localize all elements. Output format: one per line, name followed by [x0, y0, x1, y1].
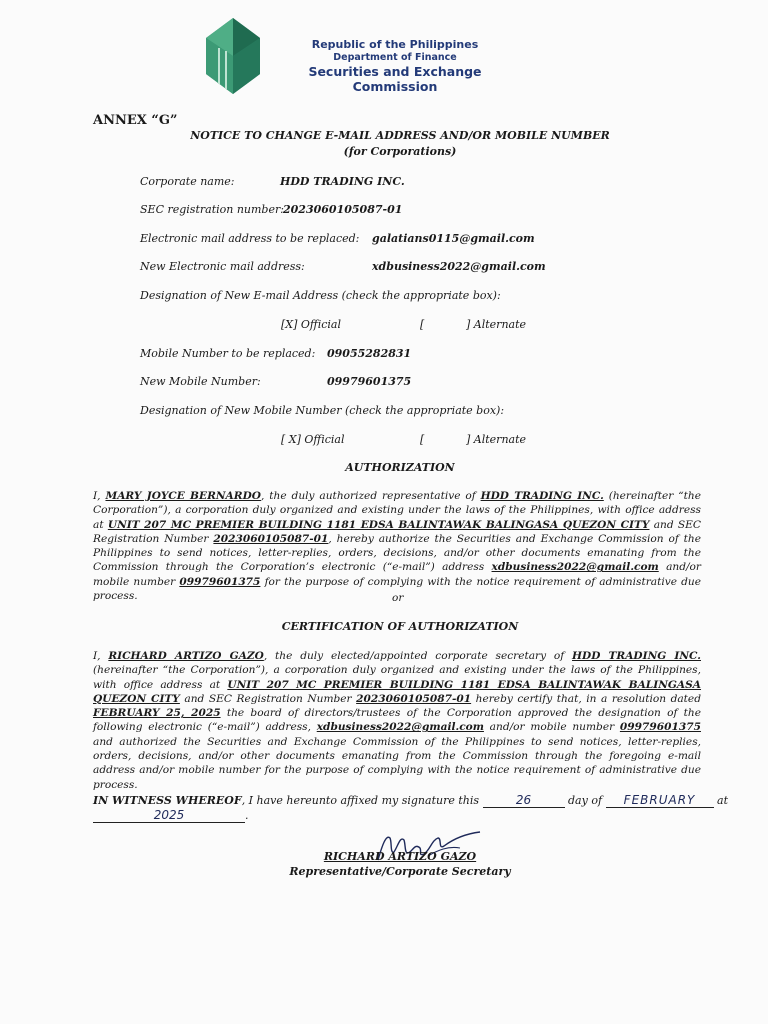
witness-text-1: , I have hereunto affixed my signature this	[241, 794, 480, 807]
auth-email: xdbusiness2022@gmail.com	[491, 561, 659, 574]
witness-end: .	[245, 809, 249, 822]
auth-text-7: for the purpose of complying with the notice requirement of administrative due process.	[93, 575, 701, 603]
old-email-label: Electronic mail address to be replaced:	[140, 232, 360, 245]
cert-text-5: hereby certify that, in a resolution dated	[471, 692, 701, 705]
cert-text-2: , the duly elected/appointed corporate secretary of	[263, 650, 573, 662]
auth-representative-name: MARY JOYCE BERNARDO	[105, 490, 261, 502]
auth-text-1: I,	[93, 490, 106, 502]
auth-text-2: , the duly authorized representative of	[261, 490, 481, 502]
new-email-value: xdbusiness2022@gmail.com	[372, 260, 546, 273]
agency-header	[270, 38, 520, 94]
signatory-role: Representative/Corporate Secretary	[289, 865, 511, 878]
witness-text-3: at	[717, 794, 729, 807]
witness-line	[93, 793, 728, 808]
witness-month-field[interactable]: FEBRUARY	[606, 793, 714, 808]
form-subtitle: (for Corporations)	[343, 145, 457, 158]
cert-corporation-name: HDD TRADING INC.	[572, 650, 701, 662]
new-mobile-value: 09979601375	[327, 375, 412, 388]
sec-reg-value: 2023060105087-01	[283, 203, 403, 216]
witness-day-field[interactable]: 26	[483, 793, 565, 808]
certification-paragraph	[93, 649, 701, 792]
old-mobile-value: 09055282831	[327, 347, 412, 360]
cert-text-7: and/or mobile number	[483, 721, 620, 734]
auth-mobile: 09979601375	[179, 575, 261, 588]
sec-logo-icon	[206, 18, 260, 94]
certification-heading: CERTIFICATION OF AUTHORIZATION	[281, 620, 519, 633]
old-email-value: galatians0115@gmail.com	[372, 232, 535, 245]
cert-text-6: the board of directors/trustees of the Corporation approved the designation of the following electronic (“e-mail”) address,	[93, 707, 701, 734]
email-alternate-checkbox-open[interactable]: [	[420, 318, 425, 331]
email-designation-label: Designation of New E-mail Address (check the appropriate box):	[140, 289, 501, 302]
cert-sec-reg: 2023060105087-01	[356, 692, 472, 705]
mobile-designation-label: Designation of New Mobile Number (check the appropriate box):	[140, 404, 505, 417]
cert-resolution-date: FEBRUARY 25, 2025	[93, 707, 221, 720]
header-line-1: Republic of the Philippines	[311, 38, 479, 51]
witness-year-row	[93, 808, 249, 823]
cert-email: xdbusiness2022@gmail.com	[316, 721, 484, 734]
signatory-name: RICHARD ARTIZO GAZO	[323, 850, 477, 863]
old-mobile-label: Mobile Number to be replaced:	[140, 347, 316, 360]
or-separator: or	[392, 592, 404, 604]
cert-office-address: UNIT 207 MC PREMIER BUILDING 1181 EDSA BALINTAWAK BALINGASA QUEZON CITY	[93, 678, 702, 705]
auth-text-3: (hereinafter “the Corporation”), a corporation duly organized and existing under the laws of the Philippines, with office address at	[93, 490, 701, 531]
cert-text-3: (hereinafter “the Corporation”), a corporation duly organized and existing under the laws of the Philippines, with office address at	[93, 664, 701, 691]
auth-text-5: , hereby authorize the Securities and Exchange Commission of the Philippines to send notices, letter-replies, orders, decisions, and/or other documents emanating from the Commission through the Corporation’s electronic (“e-mail”) address	[93, 532, 701, 574]
auth-office-address: UNIT 207 MC PREMIER BUILDING 1181 EDSA BALINTAWAK BALINGASA QUEZON CITY	[107, 518, 650, 531]
email-alternate-checkbox[interactable]: ] Alternate	[466, 318, 527, 331]
new-mobile-label: New Mobile Number:	[140, 375, 261, 388]
mobile-official-checkbox[interactable]: [ X] Official	[281, 433, 345, 446]
new-email-label: New Electronic mail address:	[140, 260, 305, 273]
header-line-3: Securities and Exchange Commission	[308, 64, 482, 94]
cert-text-1: I,	[93, 650, 109, 662]
corporate-name-label: Corporate name:	[140, 175, 235, 188]
annex-label: ANNEX “G”	[93, 113, 178, 128]
authorization-paragraph	[93, 489, 701, 603]
witness-year-field[interactable]: 2025	[93, 808, 245, 823]
mobile-alternate-checkbox-open[interactable]: [	[420, 433, 425, 446]
authorization-heading: AUTHORIZATION	[345, 461, 455, 474]
sec-reg-label: SEC registration number:	[140, 203, 284, 216]
cert-text-8: and authorized the Securities and Exchange Commission of the Philippines to send notices, letter-replies, orders, decisions, and/or other documents emanating from the Commission through the foregoing e-mail address and/or mobile number for the purpose of complying with the notice requirement of administrative due process.	[93, 735, 701, 791]
cert-mobile: 09979601375	[619, 721, 701, 734]
auth-text-4: and SEC Registration Number	[93, 518, 701, 545]
witness-bold: IN WITNESS WHEREOF	[93, 794, 242, 807]
mobile-alternate-checkbox[interactable]: ] Alternate	[466, 433, 527, 446]
header-line-2: Department of Finance	[333, 52, 457, 63]
auth-corporation-name: HDD TRADING INC.	[480, 490, 604, 502]
form-title: NOTICE TO CHANGE E-MAIL ADDRESS AND/OR MOBILE NUMBER	[190, 129, 610, 142]
email-official-checkbox[interactable]: [X] Official	[281, 318, 341, 331]
auth-sec-reg: 2023060105087-01	[213, 532, 329, 545]
auth-text-6: and/or mobile number	[93, 561, 701, 588]
cert-secretary-name: RICHARD ARTIZO GAZO	[108, 650, 264, 662]
corporate-name-value: HDD TRADING INC.	[280, 175, 405, 188]
witness-text-2: day of	[568, 794, 603, 807]
cert-text-4: and SEC Registration Number	[179, 692, 357, 705]
